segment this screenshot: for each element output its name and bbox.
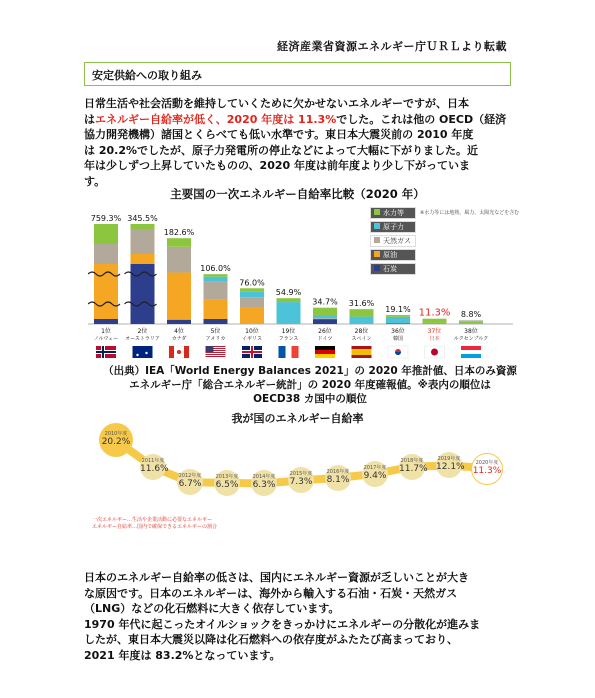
intro-line: 協力開発機構）諸国とくらべても低い水準です。東日本大震災前の 2010 年度: [84, 128, 474, 141]
bar-segment: [94, 224, 118, 244]
rank-label: 2位: [137, 328, 148, 335]
legend-note: ※水力等には地熱、風力、太陽光などを含む: [420, 210, 520, 216]
bar-segment: [94, 244, 118, 264]
note-line: エネルギー庁「総合エネルギー統計」の 2020 年度確報値。※表内の順位は: [129, 379, 491, 391]
value-label: 11.7%: [399, 463, 428, 474]
country-label: ルクセンブルク: [453, 336, 489, 342]
body2-paragraph: [84, 570, 524, 663]
legend-label: 原子力: [383, 223, 404, 231]
bar-オーストラリア: [131, 224, 155, 324]
country-label: フランス: [278, 336, 299, 342]
country-label: ドイツ: [317, 336, 333, 342]
rank-label: 37位: [427, 328, 442, 335]
bar-イギリス: [240, 288, 264, 324]
year-label: 2013年度: [215, 473, 239, 480]
flag-es: [352, 346, 372, 358]
legend-label: 水力等: [383, 209, 404, 217]
legend-label: 石炭: [383, 265, 397, 273]
bar-segment: [423, 323, 447, 324]
body2-line: 日本のエネルギー自給率の低さは、国内にエネルギー資源が乏しいことが大き: [84, 571, 469, 584]
chart2-title: 我が国のエネルギー自給率: [231, 412, 364, 425]
year-label: 2011年度: [141, 458, 165, 465]
flag-lu: [461, 346, 481, 358]
bar-segment: [204, 274, 228, 276]
value-label: 8.1%: [326, 474, 350, 485]
value-label: 182.6%: [163, 228, 195, 238]
value-label: 76.0%: [239, 278, 265, 288]
year-label: 2012年度: [178, 473, 202, 480]
year-label: 2010年度: [104, 431, 128, 438]
intro-paragraph: [84, 96, 514, 189]
rank-label: 38位: [464, 328, 478, 335]
country-label: イギリス: [242, 336, 262, 342]
rank-label: 28位: [354, 328, 369, 335]
rank-label: 5位: [210, 328, 221, 335]
legend-label: 原油: [383, 251, 397, 259]
bar-スペイン: [350, 309, 374, 324]
value-label: 11.6%: [140, 464, 169, 475]
rank-label: 10位: [245, 328, 259, 335]
flag-us: [206, 346, 226, 357]
bar-segment: [313, 315, 337, 318]
chart1-plot: [88, 212, 518, 367]
year-bubble: [362, 461, 388, 487]
year-label: 2015年度: [289, 471, 313, 478]
flag-de: [315, 346, 335, 358]
bar-segment: [277, 302, 301, 324]
year-label: 2014年度: [252, 474, 276, 481]
year-label: 2016年度: [326, 468, 350, 475]
year-label: 2019年度: [437, 456, 461, 463]
value-label: 8.8%: [460, 309, 482, 319]
value-label: 11.3%: [472, 465, 502, 476]
value-label: 31.6%: [348, 299, 375, 309]
country-label: オーストラリア: [125, 336, 160, 342]
value-label: 11.3%: [418, 307, 451, 319]
value-label: 9.4%: [363, 470, 387, 481]
bar-ノルウェー: [94, 224, 118, 324]
intro-line: す。: [84, 174, 106, 188]
bar-ドイツ: [313, 308, 337, 324]
bar-フランス: [277, 298, 301, 324]
intro-line: 日常生活や社会活動を維持していくために欠かせないエネルギーですが、日本: [84, 97, 469, 110]
value-label: 12.1%: [436, 462, 465, 473]
bar-segment: [131, 229, 155, 254]
country-label: ノルウェー: [93, 336, 119, 342]
bar-segment: [204, 299, 228, 319]
highlight-text: エネルギー自給率が低く、2020 年度は 11.3%: [95, 112, 337, 126]
country-label: スペイン: [351, 336, 372, 342]
bar-segment: [167, 247, 191, 273]
value-label: 19.1%: [385, 305, 411, 315]
value-label: 6.7%: [178, 479, 202, 490]
bar-アメリカ: [204, 274, 228, 324]
flag-fr: [279, 346, 299, 358]
intro-line: はエネルギー自給率が低く、2020 年度は 11.3%でした。これは他の OECD（経済: [84, 112, 507, 126]
bar-segment: [313, 308, 337, 315]
bar-segment: [386, 317, 410, 324]
bar-ルクセンブルク: [459, 320, 483, 324]
body2-line: したが、東日本大震災以降は化石燃料への依存度がふたたび高まっており、: [84, 633, 458, 646]
value-label: 6.3%: [252, 480, 276, 491]
bar-segment: [204, 319, 228, 324]
footnote-self-sufficiency: エネルギー自給率…国内で確保できるエネルギーの割合: [92, 524, 218, 530]
bar-segment: [94, 319, 118, 324]
country-label: カナダ: [171, 336, 187, 342]
flag-au: [133, 346, 153, 358]
year-bubble: [140, 454, 169, 480]
note-line: OECD38 カ国中の順位: [253, 393, 367, 405]
bar-segment: [313, 319, 337, 324]
rank-label: 26位: [318, 328, 332, 335]
flag-jp: [425, 346, 445, 358]
bar-segment: [131, 224, 155, 229]
bar-segment: [167, 320, 191, 324]
flag-no: [96, 346, 116, 358]
body2-line: 1970 年代に起こったオイルショックをきっかけにエネルギーの分散化が進みま: [84, 617, 481, 631]
rank-label: 4位: [174, 328, 184, 335]
intro-line: は 20.2%でしたが、原子力発電所の停止などによって大幅に下がりました。近: [84, 143, 478, 157]
value-label: 6.5%: [215, 479, 239, 490]
bar-segment: [240, 297, 264, 308]
intro-line: 年は少しずつ上昇していたものの、2020 年度は前年度より少し下がっていま: [84, 159, 471, 172]
section-title: 安定供給への取り組み: [92, 69, 202, 82]
year-bubble: [471, 453, 503, 485]
bar-segment: [167, 238, 191, 247]
footnote-primary: 一次エネルギー…生活や企業活動に必要なエネルギー: [92, 517, 213, 523]
bar-segment: [240, 308, 264, 324]
bar-segment: [313, 318, 337, 319]
year-label: 2020年度: [475, 459, 499, 466]
bar-segment: [386, 315, 410, 317]
flag-kr: [388, 346, 408, 358]
year-bubble: [214, 470, 240, 496]
bar-segment: [240, 288, 264, 292]
year-bubble: [325, 465, 351, 491]
body2-line: な原因です。日本のエネルギーは、海外から輸入する石油・石炭・天然ガス: [84, 586, 458, 600]
value-label: 7.3%: [289, 477, 313, 488]
bar-segment: [277, 298, 301, 302]
bar-韓国: [386, 315, 410, 324]
country-label: 日本: [429, 336, 440, 342]
value-label: 106.0%: [200, 264, 231, 274]
bar-カナダ: [167, 238, 191, 324]
year-label: 2018年度: [400, 457, 424, 464]
bar-segment: [167, 273, 191, 320]
rank-label: 1位: [101, 328, 111, 335]
note-line: （出典）IEA「World Energy Balances 2021」の 2020 年推計値、日本のみ資源: [103, 365, 517, 377]
value-label: 345.5%: [127, 214, 158, 223]
value-label: 20.2%: [101, 437, 131, 448]
body2-line: 2021 年度は 83.2%となっています。: [84, 648, 281, 662]
value-label: 759.3%: [90, 214, 122, 223]
bar-segment: [423, 319, 447, 323]
flag-ca: [169, 346, 189, 358]
bar-segment: [350, 317, 374, 324]
bar-segment: [240, 292, 264, 297]
source-credit: 経済産業省資源エネルギー庁ＵＲＬより転載: [277, 40, 507, 53]
bar-segment: [350, 309, 374, 316]
year-label: 2017年度: [363, 464, 387, 471]
rank-label: 36位: [391, 328, 405, 335]
bar-segment: [459, 321, 483, 324]
country-label: アメリカ: [205, 336, 226, 342]
value-label: 34.7%: [312, 297, 338, 307]
country-label: 韓国: [392, 336, 404, 342]
bar-segment: [204, 282, 228, 299]
flag-gb: [242, 346, 262, 358]
bar-segment: [459, 320, 483, 321]
bar-segment: [131, 254, 155, 264]
chart1-title: 主要国の一次エネルギー自給率比較（2020 年）: [170, 187, 425, 201]
bar-segment: [204, 277, 228, 282]
body2-line: （LNG）などの化石燃料に大きく依存しています。: [84, 602, 340, 615]
legend-label: 天然ガス: [383, 237, 411, 245]
year-bubble: [399, 454, 428, 480]
bar-日本: [423, 319, 447, 324]
value-label: 54.9%: [275, 288, 302, 298]
rank-label: 19位: [281, 328, 296, 335]
source-notes: [100, 364, 520, 406]
